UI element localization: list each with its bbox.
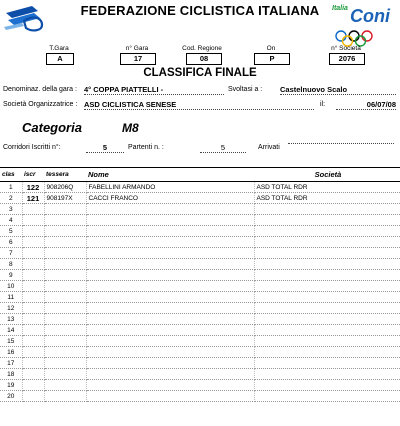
table-row <box>0 270 400 281</box>
row-number: 5 <box>0 226 22 237</box>
table-row <box>0 281 400 292</box>
table-row <box>0 336 400 347</box>
on-label: On <box>266 45 276 52</box>
row-iscr <box>22 336 44 347</box>
row-tessera <box>44 270 86 281</box>
row-number: 17 <box>0 358 22 369</box>
row-societa <box>254 226 400 237</box>
row-societa <box>254 325 400 336</box>
row-nome <box>86 358 254 369</box>
row-nome <box>86 314 254 325</box>
ngara-value: 17 <box>120 53 156 65</box>
col-tessera-header: tessera <box>44 168 86 182</box>
row-nome: FABELLINI ARMANDO <box>86 182 254 193</box>
row-nome <box>86 369 254 380</box>
table-row <box>0 215 400 226</box>
row-nome <box>86 204 254 215</box>
row-number: 4 <box>0 215 22 226</box>
row-iscr: 121 <box>22 193 44 204</box>
row-iscr <box>22 303 44 314</box>
row-number: 13 <box>0 314 22 325</box>
row-societa <box>254 391 400 402</box>
row-societa <box>254 281 400 292</box>
row-tessera <box>44 391 86 402</box>
row-societa <box>254 380 400 391</box>
row-societa <box>254 204 400 215</box>
row-iscr <box>22 281 44 292</box>
table-row <box>0 182 400 193</box>
row-iscr <box>22 369 44 380</box>
row-tessera <box>44 325 86 336</box>
arrivati-value <box>288 143 394 144</box>
table-row <box>0 380 400 391</box>
arrivati-label: Arrivati <box>258 144 280 151</box>
societa-organizzatrice-value: ASD CICLISTICA SENESE <box>84 100 314 110</box>
row-number: 1 <box>0 182 22 193</box>
row-iscr <box>22 292 44 303</box>
row-societa: ASD TOTAL RDR <box>254 182 400 193</box>
row-societa <box>254 270 400 281</box>
table-row <box>0 248 400 259</box>
row-nome <box>86 336 254 347</box>
row-number: 16 <box>0 347 22 358</box>
table-row <box>0 292 400 303</box>
row-iscr <box>22 347 44 358</box>
row-number: 12 <box>0 303 22 314</box>
coni-italia-label: Italia <box>332 5 348 12</box>
row-tessera: 908197X <box>44 193 86 204</box>
on-value: P <box>254 53 290 65</box>
row-iscr <box>22 270 44 281</box>
table-row <box>0 303 400 314</box>
codregione-label: Cod. Regione <box>182 45 222 52</box>
partenti-label: Partenti n. : <box>128 144 164 151</box>
row-tessera <box>44 215 86 226</box>
row-iscr: 122 <box>22 182 44 193</box>
table-row <box>0 358 400 369</box>
svolta-value: Castelnuovo Scalo <box>280 85 396 95</box>
row-nome <box>86 248 254 259</box>
date-label: il: <box>320 101 326 108</box>
table-row <box>0 237 400 248</box>
row-number: 11 <box>0 292 22 303</box>
row-iscr <box>22 325 44 336</box>
date-value: 06/07/08 <box>336 100 396 110</box>
categoria-label: Categoria <box>22 120 82 135</box>
row-number: 20 <box>0 391 22 402</box>
table-row <box>0 193 400 204</box>
coni-logo <box>330 2 400 50</box>
table-row <box>0 204 400 215</box>
row-tessera <box>44 369 86 380</box>
row-societa: ASD TOTAL RDR <box>254 193 400 204</box>
table-header-row <box>0 168 400 182</box>
row-iscr <box>22 380 44 391</box>
row-societa <box>254 314 400 325</box>
row-number: 14 <box>0 325 22 336</box>
row-number: 9 <box>0 270 22 281</box>
row-societa <box>254 358 400 369</box>
results-table <box>0 167 400 402</box>
row-tessera <box>44 226 86 237</box>
row-nome <box>86 226 254 237</box>
classifica-title: CLASSIFICA FINALE <box>143 67 257 79</box>
row-iscr <box>22 314 44 325</box>
row-nome <box>86 237 254 248</box>
row-societa <box>254 369 400 380</box>
row-societa <box>254 347 400 358</box>
row-iscr <box>22 215 44 226</box>
row-tessera <box>44 347 86 358</box>
row-iscr <box>22 259 44 270</box>
row-societa <box>254 248 400 259</box>
row-tessera <box>44 281 86 292</box>
table-row <box>0 259 400 270</box>
table-row <box>0 226 400 237</box>
col-nome-header: Nome <box>86 168 254 182</box>
denominazione-value: 4° COPPA PIATTELLI - <box>84 85 224 95</box>
table-row <box>0 325 400 336</box>
row-tessera <box>44 380 86 391</box>
row-nome <box>86 270 254 281</box>
row-societa <box>254 237 400 248</box>
row-nome <box>86 325 254 336</box>
row-number: 7 <box>0 248 22 259</box>
row-nome <box>86 347 254 358</box>
row-nome: CACCI FRANCO <box>86 193 254 204</box>
row-number: 6 <box>0 237 22 248</box>
row-tessera <box>44 314 86 325</box>
table-row <box>0 347 400 358</box>
row-number: 8 <box>0 259 22 270</box>
table-row <box>0 369 400 380</box>
row-tessera <box>44 336 86 347</box>
col-iscr-header: iscr <box>22 168 44 182</box>
col-clas-header: clas <box>0 168 22 182</box>
row-iscr <box>22 204 44 215</box>
row-number: 10 <box>0 281 22 292</box>
row-nome <box>86 303 254 314</box>
codregione-value: 08 <box>186 53 222 65</box>
row-nome <box>86 215 254 226</box>
row-nome <box>86 391 254 402</box>
row-societa <box>254 292 400 303</box>
coni-label: Coni <box>350 6 390 26</box>
row-nome <box>86 281 254 292</box>
row-tessera <box>44 259 86 270</box>
tgara-label: T.Gara <box>49 45 69 52</box>
row-tessera <box>44 204 86 215</box>
row-iscr <box>22 391 44 402</box>
row-tessera <box>44 358 86 369</box>
row-societa <box>254 303 400 314</box>
row-tessera: 908206Q <box>44 182 86 193</box>
row-number: 19 <box>0 380 22 391</box>
row-tessera <box>44 248 86 259</box>
row-number: 15 <box>0 336 22 347</box>
row-iscr <box>22 248 44 259</box>
row-number: 18 <box>0 369 22 380</box>
iscritti-label: Corridori Iscritti n°: <box>3 144 61 151</box>
row-iscr <box>22 358 44 369</box>
ngara-label: n° Gara <box>125 45 149 52</box>
categoria-value: M8 <box>122 121 139 135</box>
col-societa-header: Società <box>254 168 400 182</box>
row-tessera <box>44 292 86 303</box>
nsocieta-label: n° Società <box>331 45 361 52</box>
table-row <box>0 391 400 402</box>
svolta-label: Svoltasi a : <box>228 86 263 93</box>
table-row <box>0 314 400 325</box>
row-societa <box>254 336 400 347</box>
iscritti-value: 5 <box>86 143 124 153</box>
partenti-value: 5 <box>200 143 246 153</box>
row-tessera <box>44 303 86 314</box>
nsocieta-value: 2076 <box>329 53 365 65</box>
federation-title: FEDERAZIONE CICLISTICA ITALIANA <box>80 3 320 18</box>
row-number: 2 <box>0 193 22 204</box>
row-nome <box>86 380 254 391</box>
tgara-value: A <box>46 53 74 65</box>
societa-organizzatrice-label: Società Organizzatrice : <box>3 101 78 108</box>
row-nome <box>86 259 254 270</box>
row-nome <box>86 292 254 303</box>
row-iscr <box>22 226 44 237</box>
row-societa <box>254 259 400 270</box>
row-number: 3 <box>0 204 22 215</box>
row-iscr <box>22 237 44 248</box>
row-societa <box>254 215 400 226</box>
denominazione-label: Denominaz. della gara : <box>3 86 77 93</box>
row-tessera <box>44 237 86 248</box>
